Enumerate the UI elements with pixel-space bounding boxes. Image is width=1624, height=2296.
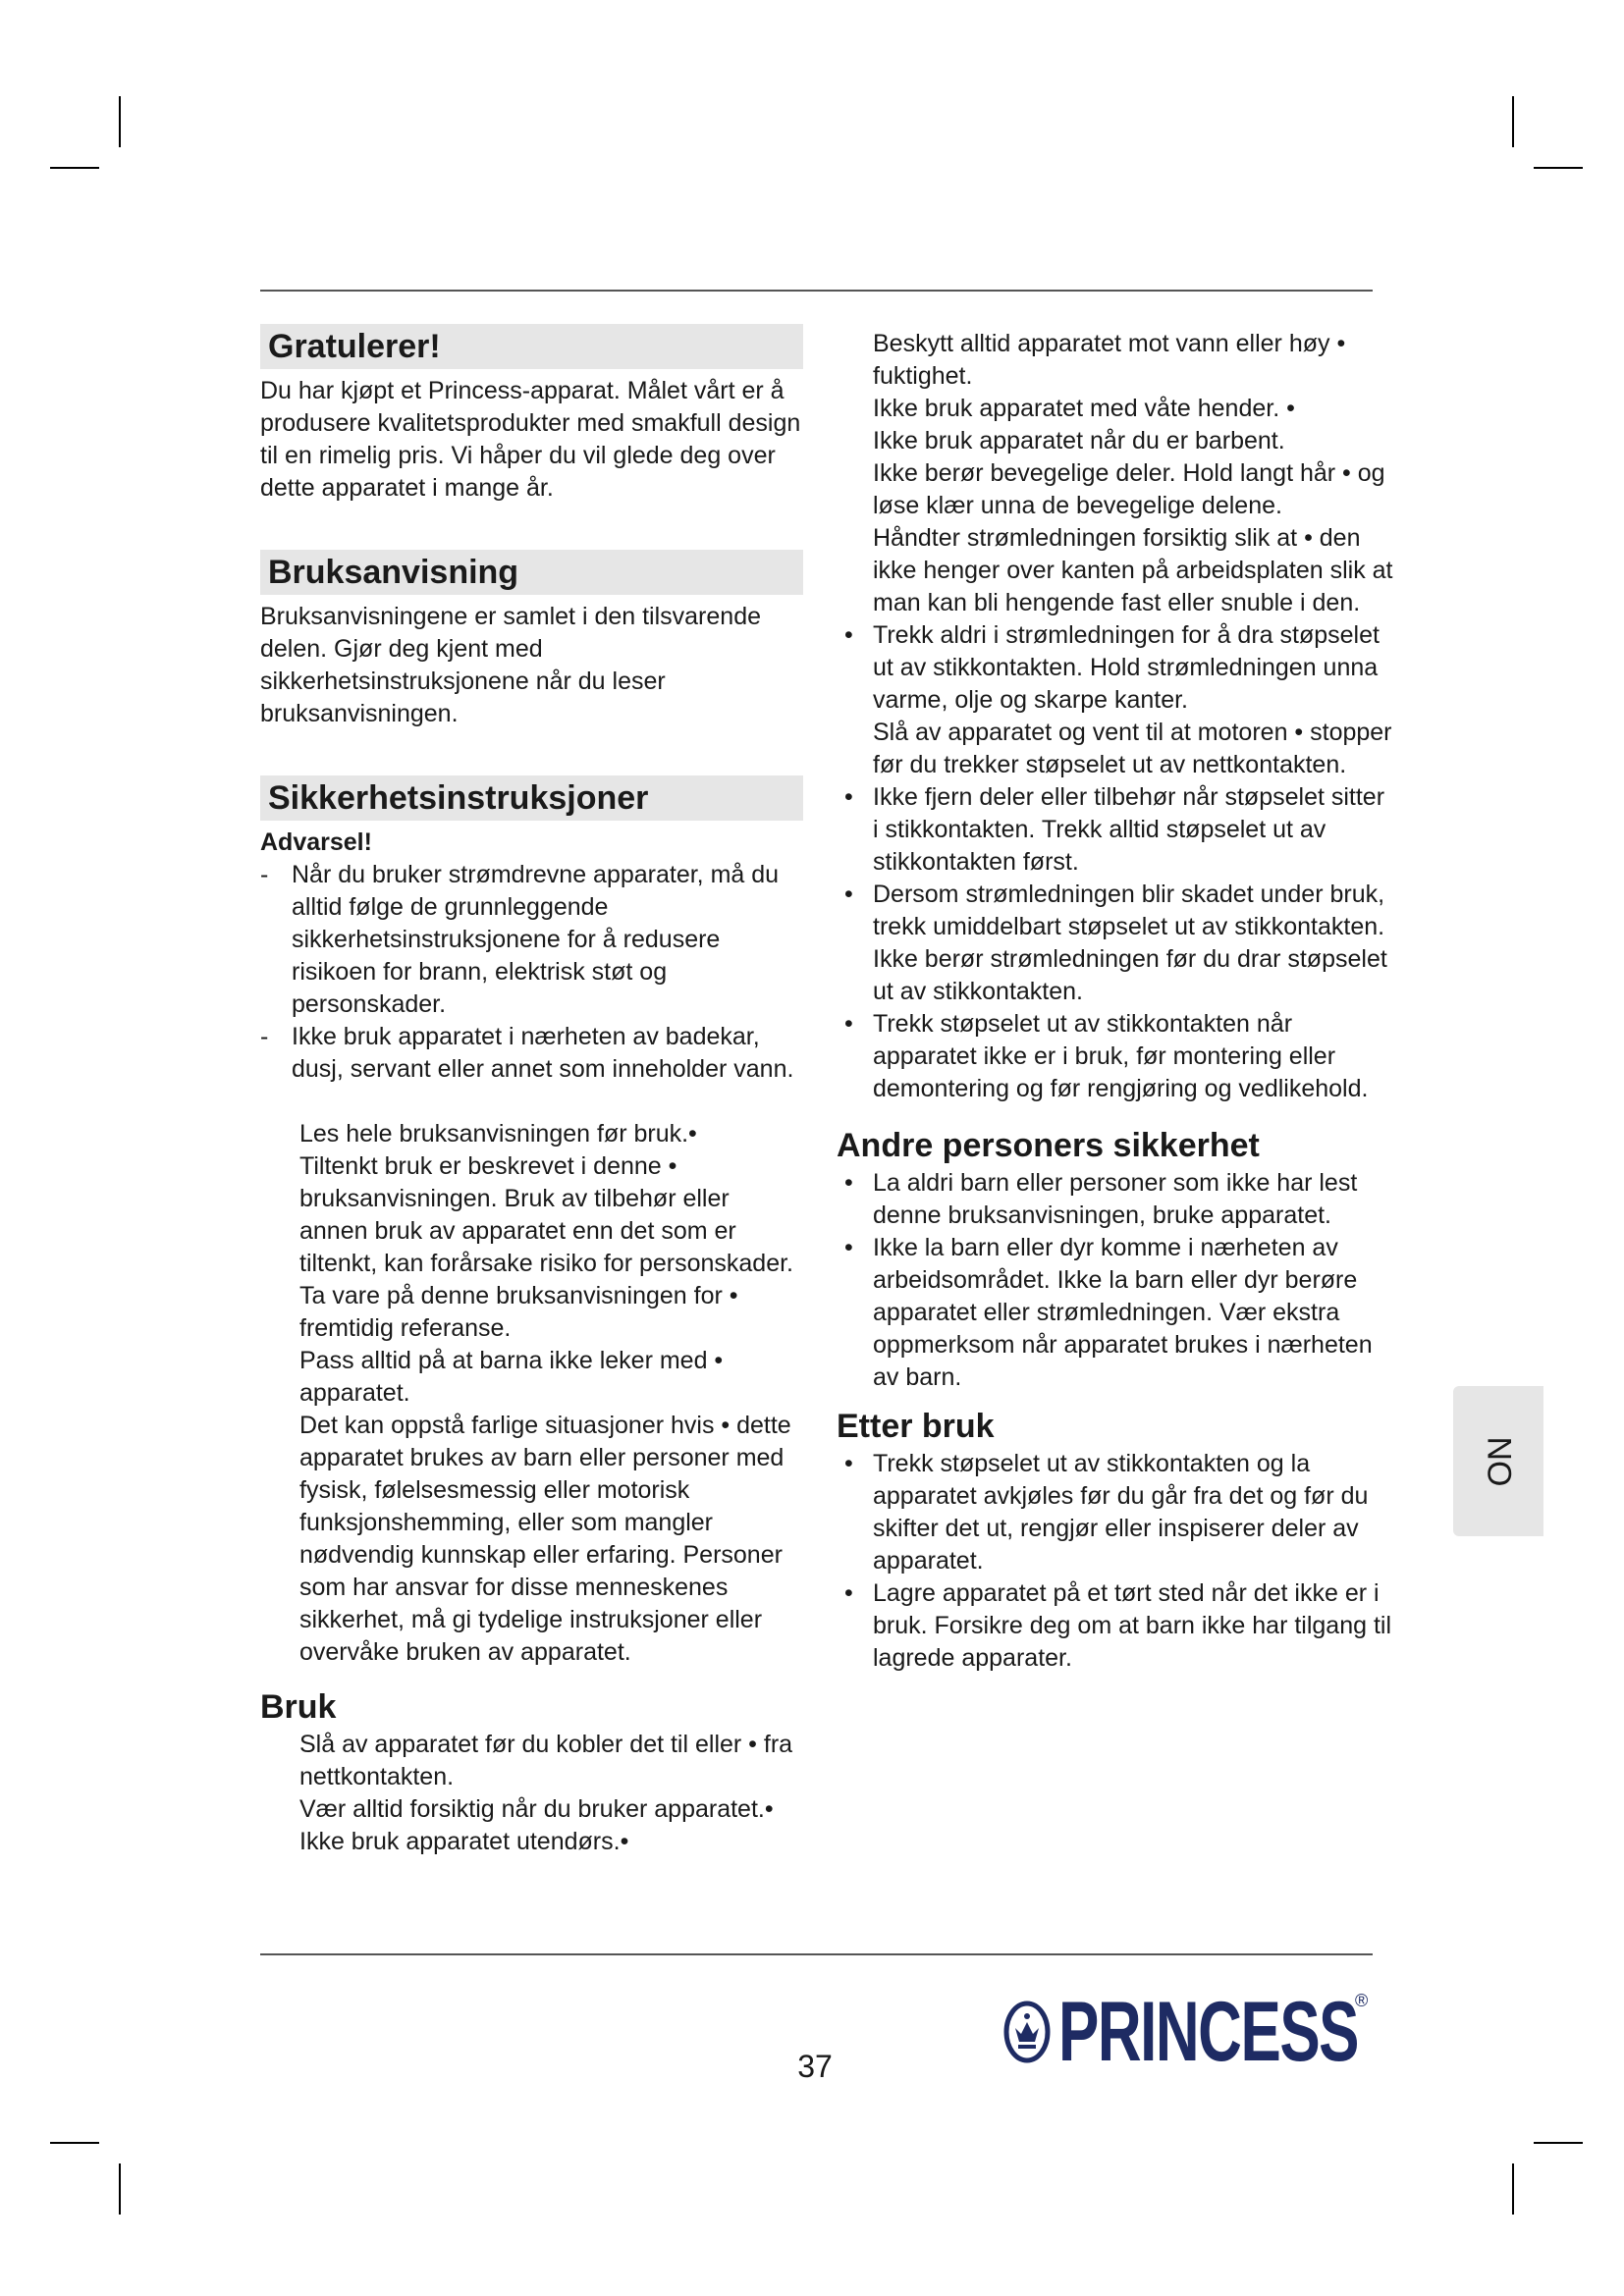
heading-bruksanvisning: Bruksanvisning	[260, 550, 803, 595]
bullet-item: • Trekk støpselet ut av stikkontakten og la apparatet avkjøles før du går fra det og før du skifter det ut, rengjør eller inspiserer deler av apparatet.	[844, 1450, 1369, 1575]
bullet-icon: •	[844, 1234, 853, 1261]
bullet-item: • Ikke fjern deler eller tilbehør når støpselet sitter i stikkontakten. Trekk alltid støpselet ut av stikkontakten først.	[844, 783, 1385, 876]
heading-andre-personers-sikkerhet: Andre personers sikkerhet	[837, 1127, 1260, 1164]
bullet-icon: •	[844, 621, 853, 649]
right-column	[837, 328, 1396, 1675]
top-rule	[260, 290, 1373, 292]
safety-item: Ta vare på denne bruksanvisningen for • fremtidig referanse.	[299, 1282, 738, 1342]
safety-item: Tiltenkt bruk er beskrevet i denne • bruksanvisningen. Bruk av tilbehør eller annen bruk av apparatet enn det som er tiltenkt, kan forårsake risiko for personskader.	[299, 1152, 794, 1277]
bullet-item: • Dersom strømledningen blir skadet under bruk, trekk umiddelbart støpselet ut av stikkontakten. Ikke berør strømledningen før du drar støpselet ut av stikkontakten.	[844, 881, 1387, 1005]
bullet-icon: •	[844, 881, 853, 908]
safety-item: Ikke bruk apparatet når du er barbent.	[873, 427, 1285, 454]
dash-item: - Ikke bruk apparatet i nærheten av badekar, dusj, servant eller annet som inneholder vann.	[260, 1023, 794, 1083]
bullet-item: • Trekk aldri i strømledningen for å dra støpselet ut av stikkontakten. Hold strømledningen unna varme, olje og skarpe kanter.	[844, 621, 1380, 714]
bullet-icon: •	[844, 1010, 853, 1038]
bullet-item: • Trekk støpselet ut av stikkontakten når apparatet ikke er i bruk, før montering eller demontering og før rengjøring og vedlikehold.	[844, 1010, 1369, 1102]
heading-sikkerhetsinstruksjoner: Sikkerhetsinstruksjoner	[260, 775, 803, 821]
left-column	[260, 324, 803, 1858]
crop-mark	[1534, 167, 1583, 169]
bullet-icon: •	[844, 1169, 853, 1197]
crop-mark	[50, 167, 99, 169]
bruk-item: Slå av apparatet før du kobler det til eller • fra nettkontakten.	[299, 1731, 793, 1790]
warning-label: Advarsel!	[260, 828, 372, 856]
heading-etter-bruk: Etter bruk	[837, 1408, 995, 1445]
brand-name: PRINCESS	[1058, 1984, 1359, 2079]
bullet-item: • Lagre apparatet på et tørt sted når det ikke er i bruk. Forsikre deg om at barn ikke har tilgang til lagrede apparater.	[844, 1579, 1392, 1672]
heading-bruk: Bruk	[260, 1688, 337, 1726]
safety-item: Pass alltid på at barna ikke leker med • apparatet.	[299, 1347, 724, 1407]
bruksanvisning-text: Bruksanvisningene er samlet i den tilsvarende delen. Gjør deg kjent med sikkerhetsinstruksjonene når du leser bruksanvisningen.	[260, 603, 761, 727]
bullet-icon: •	[844, 1579, 853, 1607]
safety-item: Ikke bruk apparatet med våte hender. •	[873, 395, 1295, 422]
heading-gratulerer: Gratulerer!	[260, 324, 803, 369]
language-tab-label: NO	[1480, 1436, 1518, 1486]
language-tab	[1453, 1386, 1543, 1536]
dash-item: - Når du bruker strømdrevne apparater, må du alltid følge de grunnleggende sikkerhetsinstruksjonene for å redusere risikoen for brann, elektrisk støt og personskader.	[260, 861, 780, 1018]
crop-mark	[1512, 2163, 1514, 2215]
crown-emblem-icon	[1003, 2001, 1051, 2063]
bruk-item: Ikke bruk apparatet utendørs.•	[299, 1828, 629, 1855]
crop-mark	[50, 2142, 99, 2144]
crop-mark	[1512, 96, 1514, 147]
crop-mark	[1534, 2142, 1583, 2144]
safety-item: Les hele bruksanvisningen før bruk.•	[299, 1120, 697, 1148]
bullet-item: • La aldri barn eller personer som ikke har lest denne bruksanvisningen, bruke apparatet.	[844, 1169, 1358, 1229]
bottom-rule	[260, 1953, 1373, 1955]
page-number: 37	[797, 2049, 833, 2084]
bruk-item: Vær alltid forsiktig når du bruker apparatet.•	[299, 1795, 774, 1823]
gratulerer-text: Du har kjøpt et Princess-apparat. Målet vårt er å produsere kvalitetsprodukter med smakfull design til en rimelig pris. Vi håper du vil glede deg over dette apparatet i mange år.	[260, 377, 801, 502]
bullet-icon: •	[844, 1450, 853, 1477]
bullet-icon: •	[844, 783, 853, 811]
bullet-item: • Ikke la barn eller dyr komme i nærheten av arbeidsområdet. Ikke la barn eller dyr berøre apparatet eller strømledningen. Vær ekstra oppmerksom når apparatet brukes i nærheten av barn.	[844, 1234, 1373, 1391]
safety-item: Ikke berør bevegelige deler. Hold langt hår • og løse klær unna de bevegelige delene.	[873, 459, 1385, 519]
safety-item: Håndter strømledningen forsiktig slik at • den ikke henger over kanten på arbeidsplaten slik at man kan bli hengende fast eller snuble i den.	[873, 524, 1393, 616]
crop-mark	[119, 96, 121, 147]
crop-mark	[119, 2163, 121, 2215]
registered-mark: ®	[1355, 1991, 1369, 2010]
princess-logo	[1003, 1985, 1475, 2079]
safety-item: Det kan oppstå farlige situasjoner hvis • dette apparatet brukes av barn eller personer med fysisk, følelsesmessig eller motorisk funksjonshemming, eller som mangler nødvendig kunnskap eller erfaring. Personer som har ansvar for disse menneskenes sikkerhet, må gi tydelige instruksjoner eller overvåke bruken av apparatet.	[299, 1412, 791, 1666]
safety-item: Slå av apparatet og vent til at motoren • stopper før du trekker støpselet ut av nettkontakten.	[873, 719, 1392, 778]
safety-item: Beskytt alltid apparatet mot vann eller høy • fuktighet.	[873, 330, 1346, 390]
